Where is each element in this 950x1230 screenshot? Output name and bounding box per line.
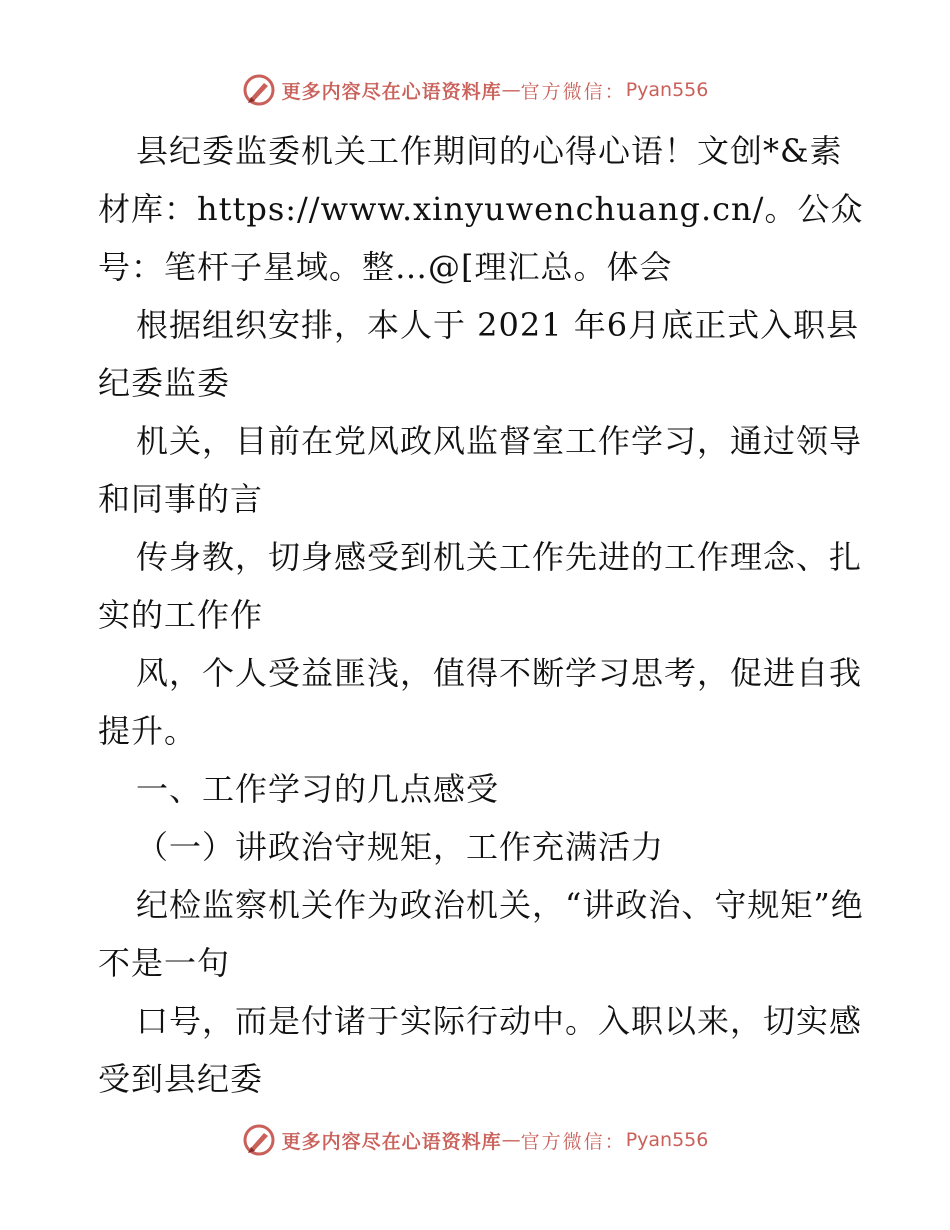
watermark-brand: 更多内容尽在心语资料库 [281,1130,502,1153]
paragraph: 根据组织安排，本人于 2021 年6月底正式入职县纪委监委 [98,306,860,402]
subsection-heading: （一）讲政治守规矩，工作充满活力 [136,828,665,866]
pen-logo-icon [242,1123,276,1157]
paragraph: 口号，而是付诸于实际行动中。入职以来，切实感受到县纪委 [98,1002,863,1098]
watermark-footer [0,1120,950,1160]
watermark-brand: 更多内容尽在心语资料库 [281,80,502,103]
watermark-wechat-label: 官方微信： [520,1130,626,1153]
pen-logo-icon [242,73,276,107]
watermark-header [0,70,950,110]
paragraph: 传身教，切身感受到机关工作先进的工作理念、扎实的工作作 [98,538,863,634]
watermark-wechat-id: Pyan556 [625,79,709,101]
watermark-dash: — [501,79,521,101]
watermark-wechat-id: Pyan556 [625,1129,709,1151]
watermark-wechat-label: 官方微信： [520,80,626,103]
section-heading: 一、工作学习的几点感受 [136,770,500,808]
paragraph: 纪检监察机关作为政治机关，“讲政治、守规矩”绝不是一句 [98,886,864,982]
watermark-dash: — [501,1129,521,1151]
paragraph: 机关，目前在党风政风监督室工作学习，通过领导和同事的言 [98,422,863,518]
paragraph: 风，个人受益匪浅，值得不断学习思考，促进自我提升。 [98,654,863,750]
document-body [98,122,868,1108]
paragraph-title: 县纪委监委机关工作期间的心得心语！文创*&素材库：https://www.xinyuwenchuang.cn/。公众号：笔杆子星域。整…@[理汇总。体会 [98,132,864,286]
